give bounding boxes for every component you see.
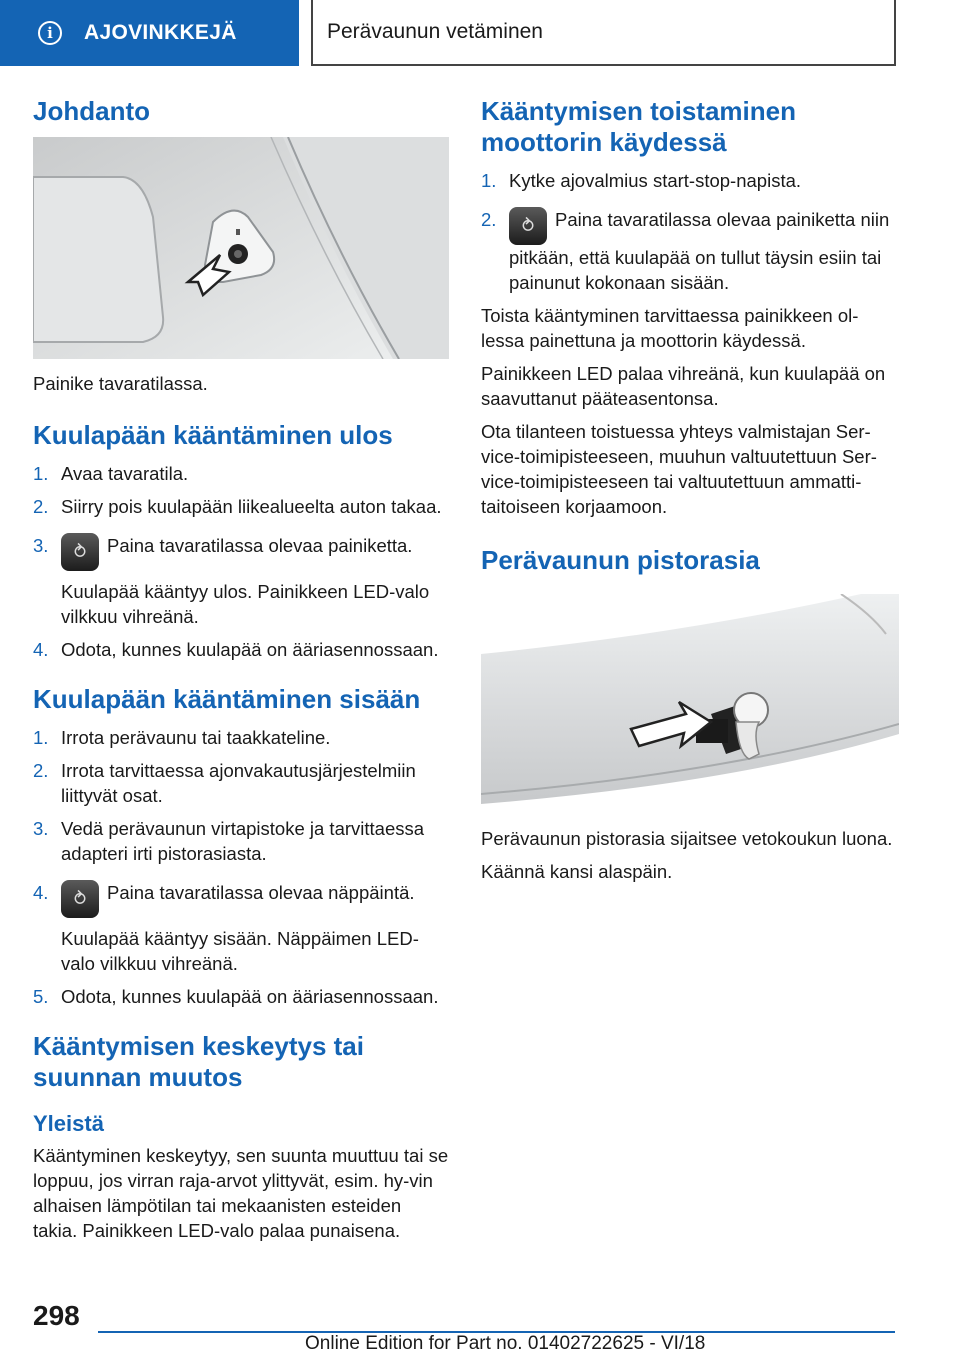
step-result: Kuulapää kääntyy ulos. Painikkeen LED-valo vilkkuu vihreänä. xyxy=(61,581,430,627)
list-item xyxy=(481,168,899,193)
step-text: Vedä perävaunun virtapistoke ja tarvittaessa adapteri irti pistorasiasta. xyxy=(61,818,425,864)
step-number: 2. xyxy=(33,496,49,517)
interruption-heading: Kääntymisen keskeytys tai suunnan muutos xyxy=(33,1031,364,1092)
step-text: Kytke ajovalmius start-stop-napista. xyxy=(509,170,802,191)
page-number: 298 xyxy=(33,1300,80,1331)
left-column xyxy=(33,96,449,1251)
section-title-box xyxy=(311,0,896,66)
turn-out-steps xyxy=(33,461,449,662)
turn-in-heading: Kuulapään kääntäminen sisään xyxy=(33,684,421,714)
tow-hitch-button-icon: ⥁ xyxy=(509,207,547,245)
step-text: Odota, kunnes kuulapää on ääriasennossaan. xyxy=(61,639,439,660)
socket-heading: Perävaunun pistorasia xyxy=(481,545,760,575)
step-number: 1. xyxy=(481,170,497,191)
step-number: 5. xyxy=(33,986,49,1007)
repeat-paragraph-2: Painikkeen LED palaa vihreänä, kun kuulapää on saavuttanut pääteasentonsa. xyxy=(481,363,886,409)
list-item xyxy=(33,816,449,866)
socket-paragraph: Käännä kansi alaspäin. xyxy=(481,861,673,882)
list-item xyxy=(33,494,449,519)
tow-hitch-button-icon: ⥁ xyxy=(61,880,99,918)
info-icon: i xyxy=(38,21,62,45)
chapter-tab[interactable] xyxy=(0,0,299,66)
list-item xyxy=(33,533,449,629)
list-item xyxy=(481,207,899,295)
list-item xyxy=(33,637,449,662)
turn-in-steps xyxy=(33,725,449,1009)
step-number: 3. xyxy=(33,818,49,839)
step-number: 3. xyxy=(33,535,49,556)
trailer-socket-figure xyxy=(481,594,899,814)
step-number: 1. xyxy=(33,727,49,748)
step-number: 4. xyxy=(33,639,49,660)
list-item xyxy=(33,880,449,976)
chapter-title: AJOVINKKEJÄ xyxy=(84,21,237,44)
section-title: Perävaunun vetäminen xyxy=(327,20,543,43)
general-subheading: Yleistä xyxy=(33,1111,104,1136)
step-text: Irrota tarvittaessa ajonvakautusjärjestelmiin liittyvät osat. xyxy=(61,760,416,806)
step-text: Paina tavaratilassa olevaa näppäintä. xyxy=(107,882,415,903)
step-text: Avaa tavaratila. xyxy=(61,463,189,484)
repeat-steps xyxy=(481,168,899,295)
step-number: 1. xyxy=(33,463,49,484)
step-number: 2. xyxy=(481,209,497,230)
step-text: Irrota perävaunu tai taakkateline. xyxy=(61,727,331,748)
trunk-button-illustration xyxy=(33,137,449,359)
step-text: Odota, kunnes kuulapää on ääriasennossaan. xyxy=(61,986,439,1007)
trailer-socket-illustration xyxy=(481,594,899,814)
intro-heading: Johdanto xyxy=(33,96,150,126)
general-paragraph: Kääntyminen keskeytyy, sen suunta muuttuu tai se loppuu, jos virran raja-arvot ylittyvät, esim. hy-vin alhaisen lämpötilan tai mekaanisten esteiden takia. Painikkeen LED-valo palaa punaisena. xyxy=(33,1145,449,1241)
trunk-button-figure xyxy=(33,137,449,359)
repeat-paragraph-1: Toista kääntyminen tarvittaessa painikkeen ol-lessa painettuna ja moottorin käydessä. xyxy=(481,305,859,351)
step-text: Paina tavaratilassa olevaa painiketta niin pitkään, että kuulapää on tullut täysin esiin tai painunut kokonaan sisään. xyxy=(509,209,890,293)
turn-out-heading: Kuulapään kääntäminen ulos xyxy=(33,420,393,450)
repeat-paragraph-3: Ota tilanteen toistuessa yhteys valmistajan Ser-vice-toimipisteeseen, muuhun valtuutettuun Ser-vice-toimipisteeseen tai valtuutettuun ammatti-taitoiseen korjaamoon. xyxy=(481,421,877,517)
list-item xyxy=(33,461,449,486)
list-item xyxy=(33,758,449,808)
step-number: 2. xyxy=(33,760,49,781)
step-number: 4. xyxy=(33,882,49,903)
list-item xyxy=(33,984,449,1009)
intro-caption: Painike tavaratilassa. xyxy=(33,373,208,394)
socket-caption: Perävaunun pistorasia sijaitsee vetokoukun luona. xyxy=(481,828,893,849)
list-item xyxy=(33,725,449,750)
step-result: Kuulapää kääntyy sisään. Näppäimen LED-valo vilkkuu vihreänä. xyxy=(61,928,419,974)
right-column xyxy=(481,96,899,892)
repeat-heading: Kääntymisen toistaminen moottorin käydessä xyxy=(481,96,796,157)
edition-note: Online Edition for Part no. 01402722625 - VI/18 xyxy=(305,1333,706,1354)
step-text: Siirry pois kuulapään liikealueelta auton takaa. xyxy=(61,496,442,517)
step-text: Paina tavaratilassa olevaa painiketta. xyxy=(107,535,413,556)
tow-hitch-button-icon: ⥁ xyxy=(61,533,99,571)
